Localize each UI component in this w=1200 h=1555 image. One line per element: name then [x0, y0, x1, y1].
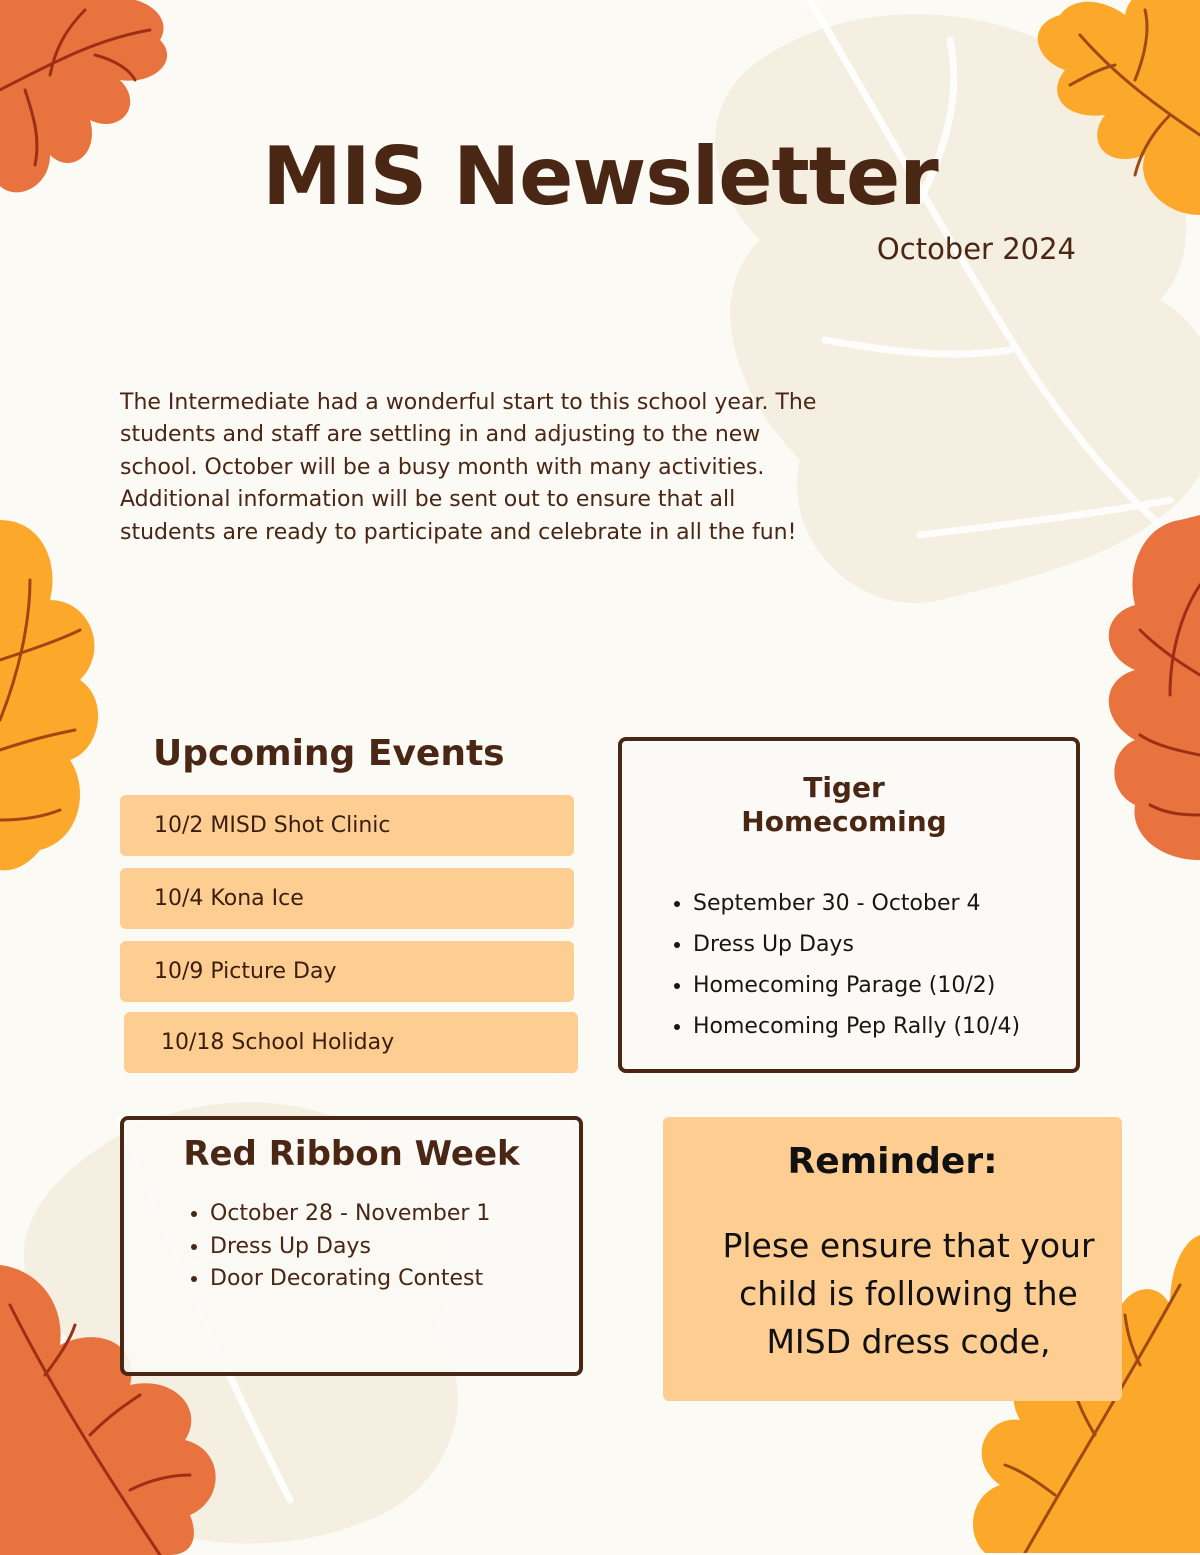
event-item: 10/18 School Holiday	[124, 1012, 578, 1073]
event-item: 10/2 MISD Shot Clinic	[120, 795, 574, 856]
red-ribbon-list	[144, 1198, 490, 1296]
page-title: MIS Newsletter	[262, 130, 938, 223]
list-item: • Dress Up Days	[693, 924, 1020, 965]
reminder-card	[663, 1117, 1122, 1401]
list-item: • Homecoming Parage (10/2)	[693, 965, 1020, 1006]
list-item: • Door Decorating Contest	[210, 1263, 490, 1296]
intro-paragraph: The Intermediate had a wonderful start to this school year. The students and staff are settling in and adjusting to the new school. October will be a busy month with many activities. Additional information will be sent out to ensure that all students are ready to participate and celebrate in all the fun!	[120, 390, 817, 545]
homecoming-list	[651, 883, 1020, 1047]
homecoming-heading	[694, 771, 994, 839]
orange-leaf-right	[1100, 515, 1200, 865]
reminder-line: child is following the	[739, 1274, 1078, 1313]
reminder-line: Plese ensure that your	[722, 1226, 1095, 1265]
yellow-leaf-left	[0, 520, 110, 880]
red-ribbon-heading: Red Ribbon Week	[183, 1134, 520, 1174]
reminder-line: MISD dress code,	[766, 1322, 1051, 1361]
homecoming-heading-line2: Homecoming	[741, 805, 947, 838]
event-item: 10/9 Picture Day	[120, 941, 574, 1002]
upcoming-events-heading: Upcoming Events	[153, 733, 505, 774]
list-item: • October 28 - November 1	[210, 1198, 490, 1231]
list-item: • September 30 - October 4	[693, 883, 1020, 924]
reminder-text	[695, 1222, 1122, 1366]
reminder-heading: Reminder:	[787, 1141, 998, 1182]
issue-date: October 2024	[876, 232, 1076, 266]
list-item: • Dress Up Days	[210, 1231, 490, 1264]
homecoming-card	[618, 737, 1080, 1073]
event-item: 10/4 Kona Ice	[120, 868, 574, 929]
list-item: • Homecoming Pep Rally (10/4)	[693, 1006, 1020, 1047]
homecoming-heading-line1: Tiger	[803, 771, 885, 804]
red-ribbon-card	[120, 1116, 583, 1376]
